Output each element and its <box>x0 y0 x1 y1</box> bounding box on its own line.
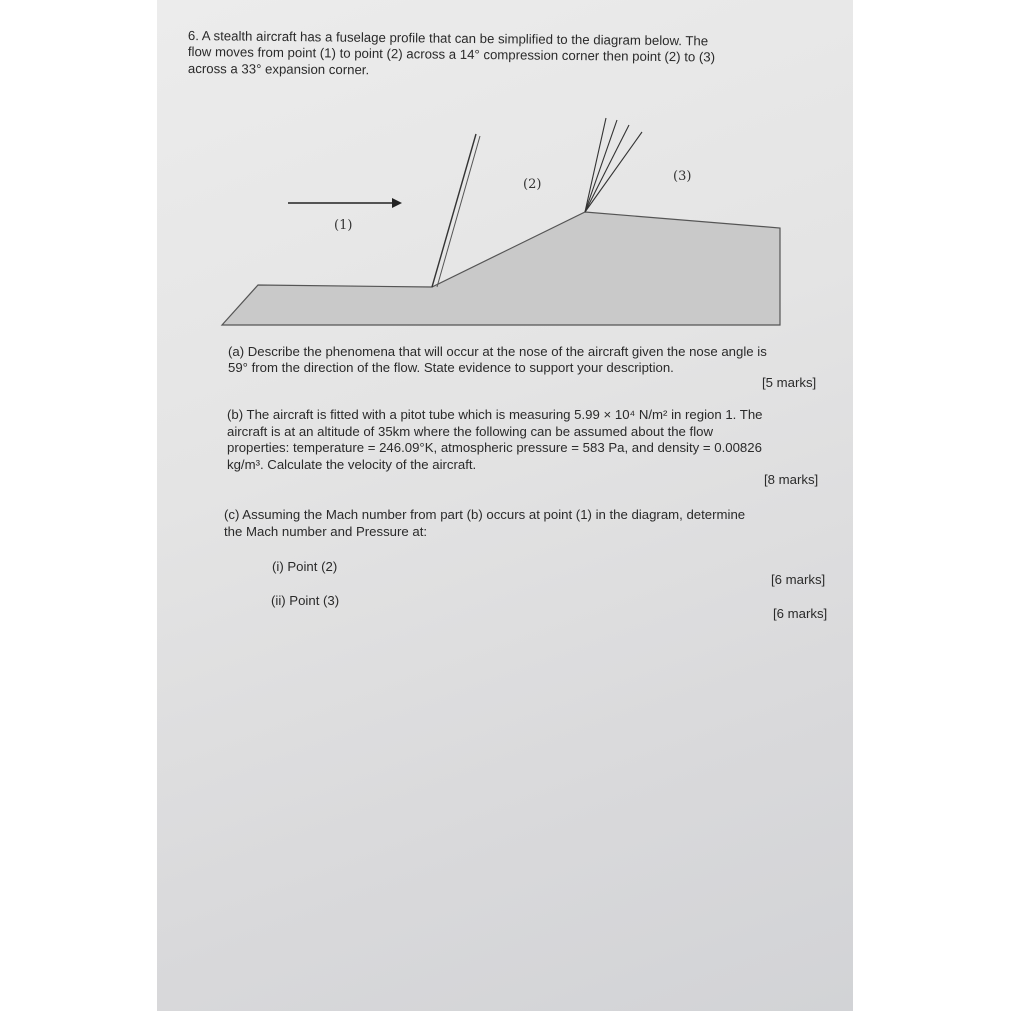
flow-direction-arrow <box>288 198 402 208</box>
label-point-3: (3) <box>673 169 692 184</box>
intro-line-1: 6. A stealth aircraft has a fuselage profile that can be simplified to the diagram below. The <box>187 28 709 49</box>
part-c-sub-i: (i) Point (2) <box>272 559 338 574</box>
part-c-line-2: the Mach number and Pressure at: <box>224 524 428 539</box>
label-point-2: (2) <box>523 177 542 192</box>
label-point-1: (1) <box>334 218 353 233</box>
part-c-sub-i-marks: [6 marks] <box>771 572 826 587</box>
part-b-line-4: kg/m³. Calculate the velocity of the aircraft. <box>227 457 477 472</box>
part-b-line-1: (b) The aircraft is fitted with a pitot tube which is measuring 5.99 × 10⁴ N/m² in region 1. The <box>227 407 763 422</box>
oblique-shock-line-2 <box>437 136 480 287</box>
part-b-line-2: aircraft is at an altitude of 35km where the following can be assumed about the flow <box>227 424 714 439</box>
intro-line-3: across a 33° expansion corner. <box>187 61 370 78</box>
part-a-line-2: 59° from the direction of the flow. State evidence to support your description. <box>228 360 674 375</box>
part-c-line-1: (c) Assuming the Mach number from part (b) occurs at point (1) in the diagram, determine <box>224 507 746 522</box>
intro-line-2: flow moves from point (1) to point (2) across a 14° compression corner then point (2) to (3) <box>187 44 716 65</box>
part-c-sub-ii-marks: [6 marks] <box>773 606 828 621</box>
part-c-sub-ii: (ii) Point (3) <box>271 593 340 608</box>
oblique-shock-line <box>432 134 476 287</box>
fuselage-profile <box>222 212 780 325</box>
part-a-marks: [5 marks] <box>762 375 817 390</box>
part-b-marks: [8 marks] <box>764 472 819 487</box>
part-a-line-1: (a) Describe the phenomena that will occur at the nose of the aircraft given the nose angle is <box>228 344 767 359</box>
expansion-fan <box>585 118 642 212</box>
part-b-line-3: properties: temperature = 246.09°K, atmospheric pressure = 583 Pa, and density = 0.00826 <box>227 440 762 455</box>
